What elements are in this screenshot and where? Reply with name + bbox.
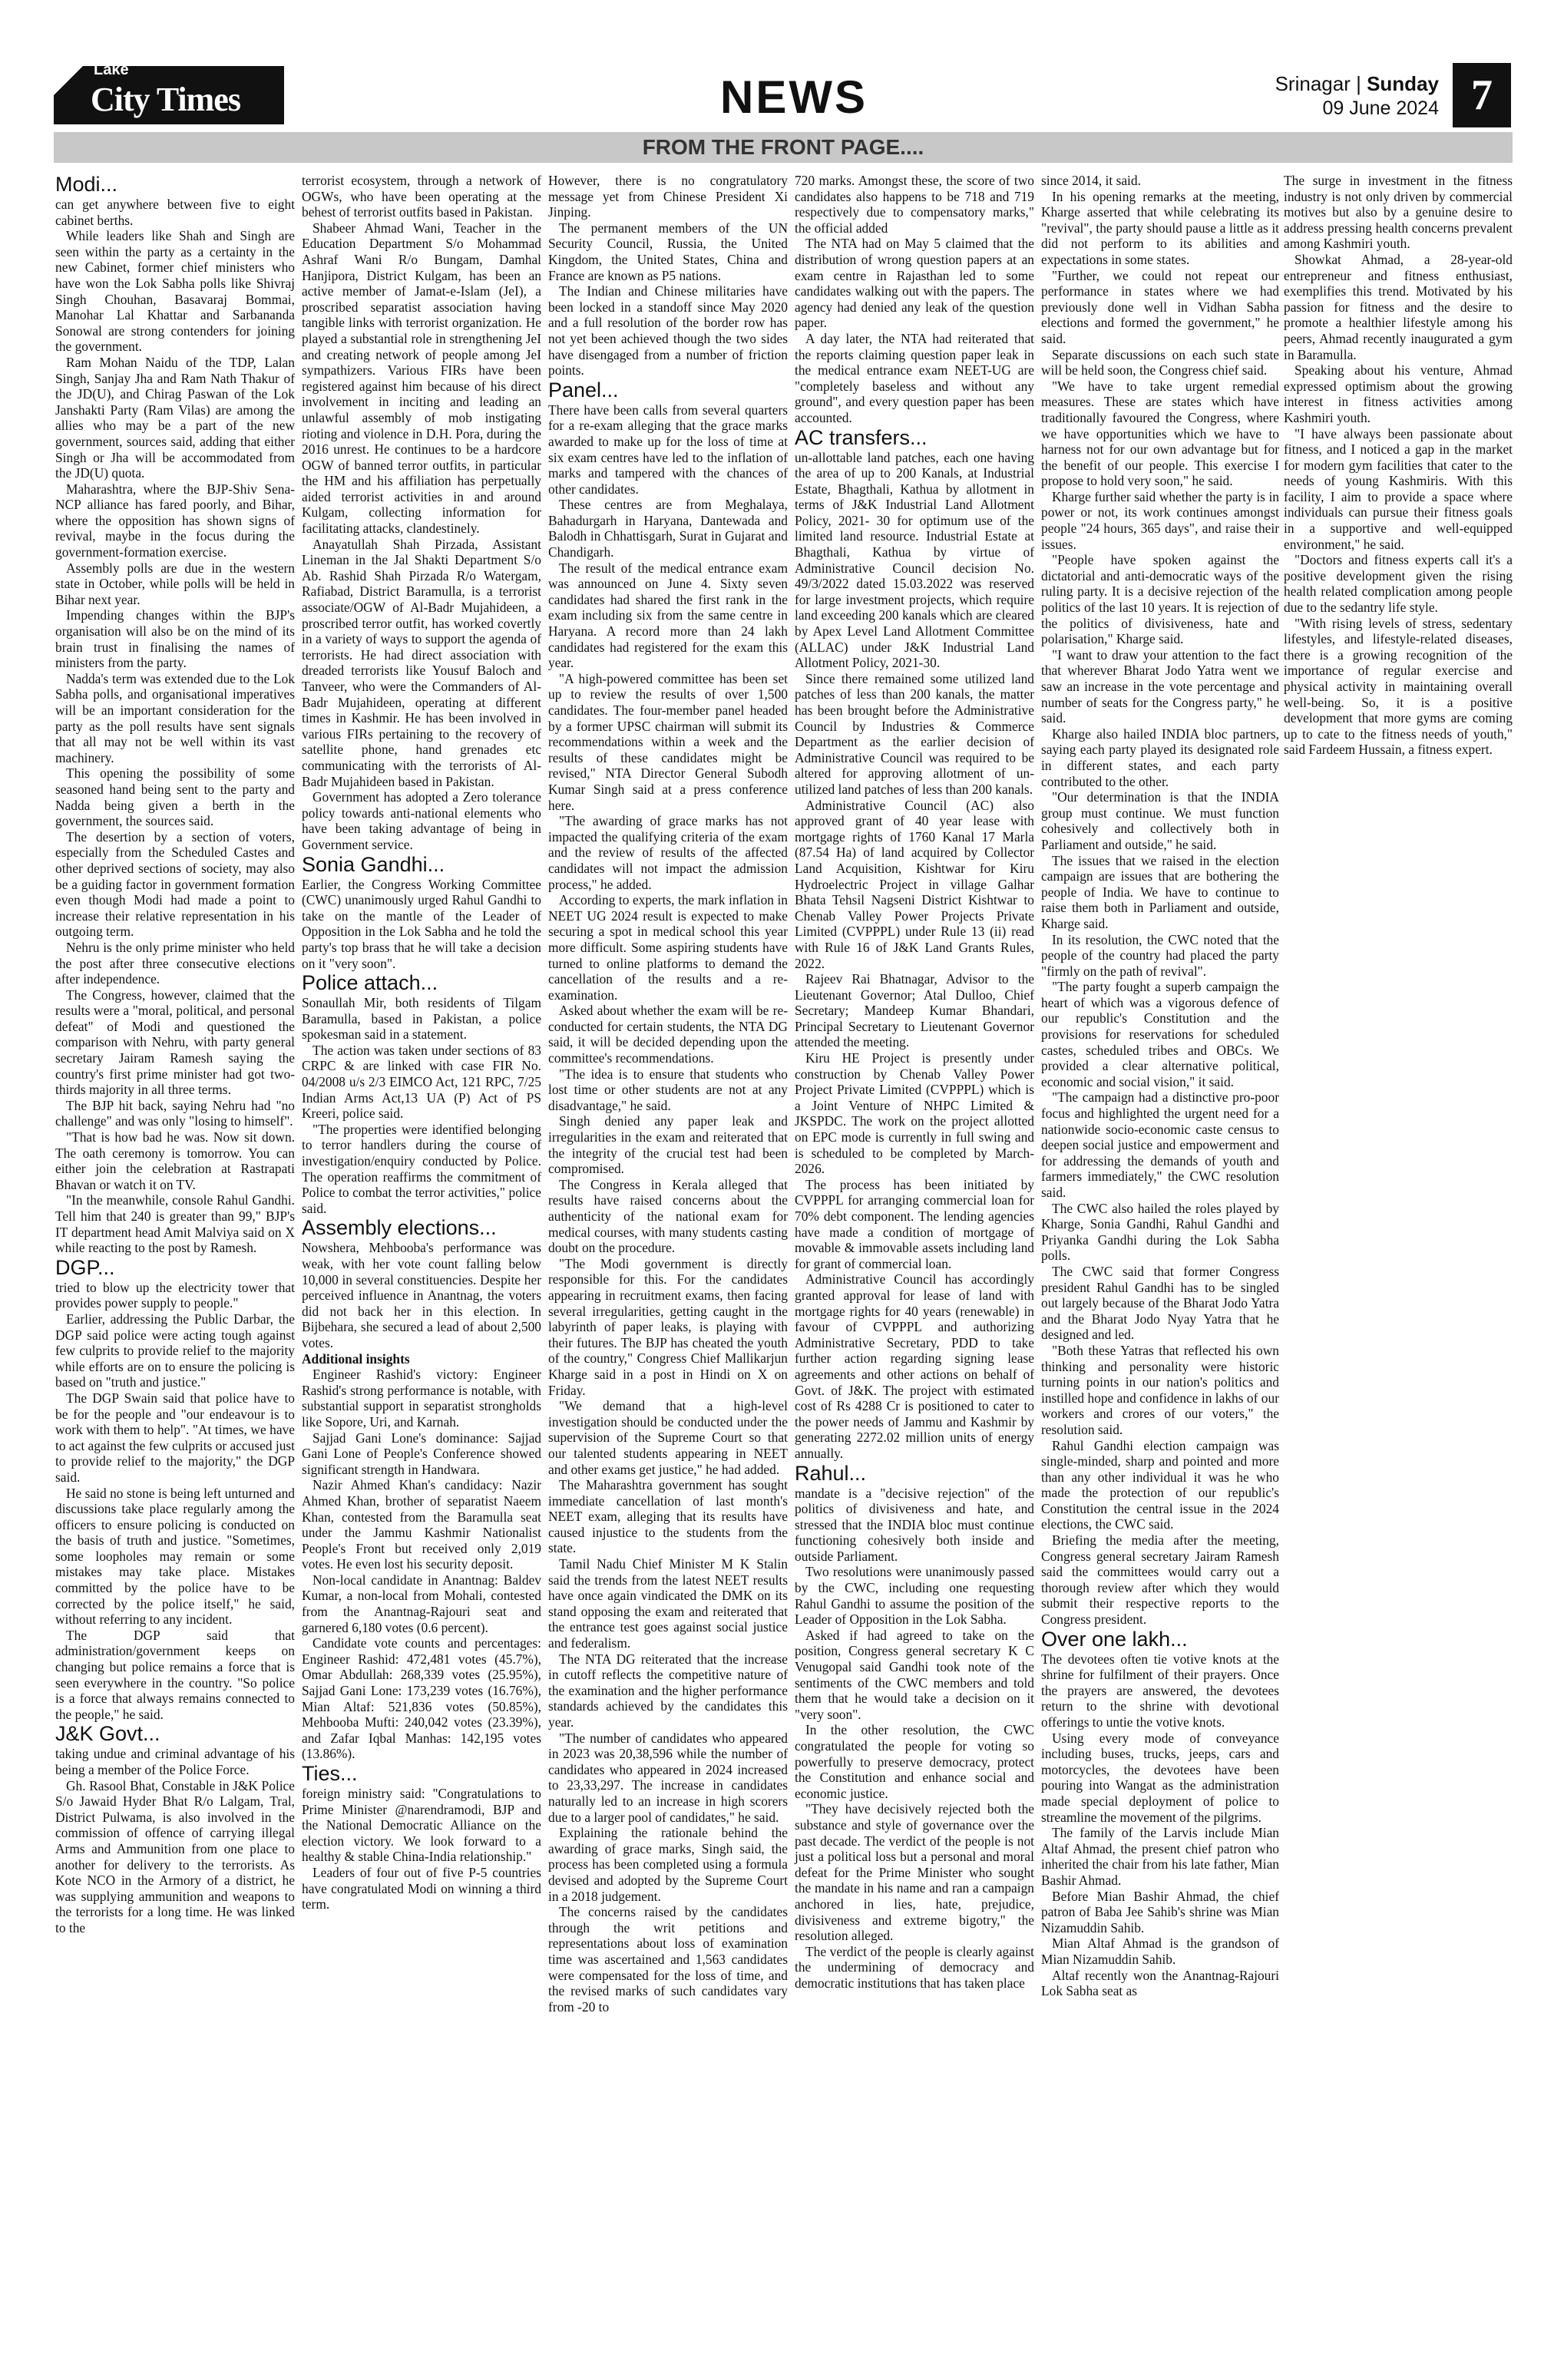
- heading-ac-transfers: AC transfers...: [795, 425, 927, 449]
- paragraph: "With rising levels of stress, sedentary lifestyles, and lifestyle-related diseases, there is a growing recognition of the importance of regular exercise and physical activity in maintaining overall well-being. So, it is a positive development that more gyms are coming up to cate to the fitness needs of youth," said Fardeem Hussain, a fitness expert.: [1284, 615, 1513, 758]
- paragraph: "They have decisively rejected both the substance and style of governance over the past decade. The verdict of the people is not just a political loss but a personal and moral defeat for the Prime Minister who sought the mandate in his name and ran a campaign anchored in lies, hate, prejudice, divisiveness and extreme bigotry," the resolution alleged.: [795, 1801, 1034, 1944]
- paragraph: "The party fought a superb campaign the heart of which was a vigorous defence of our republic's Constitution and the provisions for reservations for scheduled castes, scheduled tribes and OBCs. We provided a clear alternative political, economic and social vision," it said.: [1041, 979, 1279, 1089]
- paragraph: "Further, we could not repeat our performance in states where we had previously done well in Vidhan Sabha elections and formed the government," he said.: [1041, 267, 1279, 346]
- paragraph: This opening the possibility of some seasoned hand being sent to the party and Nadda being given a berth in the government, the sources said.: [55, 765, 295, 829]
- paragraph: In the other resolution, the CWC congratulated the people for voting so powerfully to preserve democracy, protect the Constitution and enhance social and economic justice.: [795, 1722, 1034, 1801]
- logo-city-times: City Times: [91, 81, 240, 118]
- paragraph: "We have to take urgent remedial measures. These are states which have traditionally favoured the Congress, where we have opportunities which we have to harness not for our own advantage but for the benefit of our people. This exercise I propose to hold very soon," he said.: [1041, 378, 1279, 489]
- paragraph: Impending changes within the BJP's organisation will also be on the mind of its brain trust in finalising the names of ministers from the party.: [55, 607, 295, 671]
- paragraph: "We demand that a high-level investigation should be conducted under the supervision of the Supreme Court so that our talented students appearing in NEET and other exams get justice," he had added.: [548, 1398, 788, 1477]
- paragraph: Shabeer Ahmad Wani, Teacher in the Education Department S/o Mohammad Ashraf Wani R/o Bungam, Damhal Hanjipora, District Kulgam, has been an active member of Jamat-e-Islam (JeI), a proscribed separatist association having tangible links with terrorist organization. He played a substantial role in strengthening JeI and creating network of people among JeI sympathizers. Various FIRs have been registered against him because of his direct involvement in inciting and leading an unlawful assembly of mob instigating rioting and violence in D.H. Pora, during the 2016 unrest. He continues to be a hardcore OGW of banned terror outfits, in particular the HM and his affiliation has perpetually aided terrorist activities in and around Kulgam, collecting information for facilitating attacks, clandestinely.: [302, 220, 541, 537]
- paragraph: The process has been initiated by CVPPPL for arranging commercial loan for 70% debt component. The lending agencies have made a condition of mortgage of movable & immovable assets including land for grant of commercial loan.: [795, 1176, 1034, 1271]
- paragraph: 720 marks. Amongst these, the score of two candidates also happens to be 718 and 719 respectively due to compensatory marks," the official added: [795, 173, 1034, 236]
- paragraph: Anayatullah Shah Pirzada, Assistant Lineman in the Jal Shakti Department S/o Ab. Rashid Shah Pirzada R/o Watergam, Rafiabad, District Baramulla, is a terrorist associate/OGW of Al-Badr Mujahideen, a proscribed terror outfit, has worked covertly in a variety of ways to support the agenda of terrorists. He had direct association with dreaded terrorists like Yousuf Baloch and Tanveer, who were the Commanders of Al-Badr Mujahideen, operating at different times in Kashmir. He has been involved in various FIRs pertaining to the recovery of satellite phone, hand grenades etc communicating with the terrorists of Al-Badr Mujahideen based in Pakistan.: [302, 536, 541, 789]
- paragraph: Using every mode of conveyance including buses, trucks, jeeps, cars and motorcycles, the devotees have been pouring into Wangat as the administration made special deployment of police to streamline the movement of the pilgrims.: [1041, 1730, 1279, 1825]
- paragraph: The desertion by a section of voters, especially from the Scheduled Castes and other deprived sections of society, may also be a guiding factor in government formation even though Modi had made a point to increase their relative representation in his outgoing term.: [55, 828, 295, 940]
- logo-corner-icon: [54, 66, 83, 95]
- paragraph: The NTA DG reiterated that the increase in cutoff reflects the competitive nature of the examination and the higher performance standards achieved by the candidates this year.: [548, 1651, 788, 1730]
- paragraph: foreign ministry said: "Congratulations to Prime Minister @narendramodi, BJP and the National Democratic Alliance on the election victory. We look forward to a healthy & stable China-India relationship.": [302, 1786, 541, 1865]
- paragraph: Nowshera, Mehbooba's performance was weak, with her vote count falling below 10,000 in several constituencies. Despite her perceived influence in Anantnag, the voters did not back her in this election. In Bijbehara, she secured a lead of about 2,500 votes.: [302, 1240, 541, 1350]
- paragraph: can get anywhere between five to eight cabinet berths.: [55, 197, 295, 228]
- page-number: 7: [1453, 63, 1511, 127]
- paragraph: Since there remained some utilized land patches of less than 200 kanals, the matter has been brought before the Administrative Council by Industries & Commerce Department as the earlier decision of Administrative Council was required to be altered for approving allotment of un-utilized land patches of less than 200 kanals.: [795, 670, 1034, 797]
- paragraph: Singh denied any paper leak and irregularities in the exam and reiterated that the integrity of the crucial test had been compromised.: [548, 1113, 788, 1177]
- paragraph: Assembly polls are due in the western state in October, while polls will be held in Bihar next year.: [55, 560, 295, 607]
- paragraph: Briefing the media after the meeting, Congress general secretary Jairam Ramesh said the committees would carry out a thorough review after which they would submit their respective reports to the Congress president.: [1041, 1532, 1279, 1628]
- paragraph: "Both these Yatras that reflected his own thinking and personality were historic turning points in our nation's politics and instilled hope and confidence in lakhs of our workers and crores of our voters," the resolution said.: [1041, 1342, 1279, 1437]
- paragraph: In its resolution, the CWC noted that the people of the country had placed the party "firmly on the path of revival".: [1041, 931, 1279, 979]
- column-1: [55, 173, 295, 1936]
- paragraph: The CWC said that former Congress president Rahul Gandhi has to be singled out largely because of the Bharat Jodo Yatra and the Bharat Jodo Nyay Yatra that he designed and led.: [1041, 1263, 1279, 1343]
- paragraph: Speaking about his venture, Ahmad expressed optimism about the growing interest in fitness activities among Kashmiri youth.: [1284, 362, 1513, 425]
- paragraph: The DGP Swain said that police have to be for the people and "our endeavour is to work with them to help". "At times, we have to act against the few culprits or accused just to provide relief to the majority," the DGP said.: [55, 1390, 295, 1485]
- column-4: [795, 173, 1034, 1992]
- paragraph: There have been calls from several quarters for a re-exam alleging that the grace marks awarded to make up for the loss of time at six exam centres have led to the inflation of marks and tampered with the chances of other candidates.: [548, 402, 788, 497]
- paragraph: Rahul Gandhi election campaign was single-minded, sharp and pointed and more than any other individual it was he who made the protection of our republic's Constitution the central issue in the 2024 elections, the CWC said.: [1041, 1437, 1279, 1532]
- paragraph: The NTA had on May 5 claimed that the distribution of wrong question papers at an exam centre in Rajasthan led to some candidates walking out with the papers. The agency had denied any leak of the question paper.: [795, 236, 1034, 331]
- paragraph: Asked about whether the exam will be re-conducted for certain students, the NTA DG said, it will be decided depending upon the committee's recommendations.: [548, 1003, 788, 1066]
- paragraph: Non-local candidate in Anantnag: Baldev Kumar, a non-local from Mohali, contested from the Anantnag-Rajouri seat and garnered 6,180 votes (0.6 percent).: [302, 1572, 541, 1635]
- paragraph: Sajjad Gani Lone's dominance: Sajjad Gani Lone of People's Conference showed significant strength in Handwara.: [302, 1430, 541, 1477]
- subheading: Additional insights: [302, 1350, 410, 1367]
- paragraph: Earlier, addressing the Public Darbar, the DGP said police were acting tough against few culprits to provide relief to the majority while efforts are on to ensure the policing is based on "truth and justice.": [55, 1311, 295, 1390]
- paragraph: Government has adopted a Zero tolerance policy towards anti-national elements who have been taking advantage of being in Government service.: [302, 789, 541, 852]
- paragraph: Maharashtra, where the BJP-Shiv Sena-NCP alliance has fared poorly, and Bihar, where the opposition has shown signs of revival, maybe in the focus during the government-formation exercise.: [55, 481, 295, 560]
- paragraph: The CWC also hailed the roles played by Kharge, Sonia Gandhi, Rahul Gandhi and Priyanka Gandhi during the Lok Sabha polls.: [1041, 1200, 1279, 1264]
- heading-dgp: DGP...: [55, 1255, 115, 1279]
- paragraph: tried to blow up the electricity tower that provides power supply to people.": [55, 1279, 295, 1311]
- paragraph: Candidate vote counts and percentages: Engineer Rashid: 472,481 votes (45.7%), Omar Abdullah: 268,339 votes (25.95%), Sajjad Gani Lone: 173,239 votes (16.76%), Mian Altaf: 521,836 votes (50.85%), Mehbooba Mufti: 240,042 votes (23.39%), and Zafar Iqbal Manhas: 142,195 votes (13.86%).: [302, 1635, 541, 1762]
- paragraph: Before Mian Bashir Ahmad, the chief patron of Baba Jee Sahib's shrine was Mian Nizamuddin Sahib.: [1041, 1888, 1279, 1935]
- heading-over-one-lakh: Over one lakh...: [1041, 1627, 1188, 1651]
- dateline-city: Srinagar: [1275, 72, 1351, 95]
- paragraph: Nehru is the only prime minister who held the post after three consecutive elections after independence.: [55, 939, 295, 987]
- paragraph: The result of the medical entrance exam was announced on June 4. Sixty seven candidates had shared the first rank in the exam including six from the same centre in Haryana. A record more than 24 lakh candidates had registered for the exam this year.: [548, 560, 788, 671]
- paragraph: These centres are from Meghalaya, Bahadurgarh in Haryana, Dantewada and Balodh in Chhattisgarh, Surat in Gujarat and Chandigarh.: [548, 497, 788, 560]
- column-3: [548, 173, 788, 2015]
- paragraph: Rajeev Rai Bhatnagar, Advisor to the Lieutenant Governor; Atal Dulloo, Chief Secretary; Mandeep Kumar Bhandari, Principal Secretary to Lieutenant Governor attended the meeting.: [795, 971, 1034, 1050]
- paragraph: Ram Mohan Naidu of the TDP, Lalan Singh, Sanjay Jha and Ram Nath Thakur of the JD(U), and Chirag Paswan of the Lok Janshakti Party (Ram Vilas) are among the allies who may be a part of the new government, sources said, adding that either Singh or Jha will be accommodated from the JD(U) quota.: [55, 354, 295, 481]
- paragraph: Mian Altaf Ahmad is the grandson of Mian Nizamuddin Sahib.: [1041, 1935, 1279, 1967]
- paragraph: "Doctors and fitness experts call it's a positive development given the rising health related complication among people due to the sedantry life style.: [1284, 552, 1513, 616]
- paragraph: mandate is a "decisive rejection" of the politics of divisiveness and hate, and stressed that the INDIA bloc must continue functioning cohesively both inside and outside Parliament.: [795, 1485, 1034, 1564]
- paragraph: The family of the Larvis include Mian Altaf Ahmad, the present chief patron who inherited the chair from his late father, Mian Bashir Ahmad.: [1041, 1825, 1279, 1888]
- paragraph: Earlier, the Congress Working Committee (CWC) unanimously urged Rahul Gandhi to take on the mantle of the Leader of Opposition in the Lok Sabha and he told the party's top brass that he will take a decision on it "very soon".: [302, 876, 541, 971]
- heading-assembly-elections: Assembly elections...: [302, 1216, 497, 1240]
- section-title: NEWS: [720, 71, 868, 123]
- paragraph: The Congress, however, claimed that the results were a "moral, political, and personal defeat" of Modi and questioned the comparison with Nehru, with party general secretary Jairam Ramesh saying the country's first prime minister had got two-thirds majority in all three terms.: [55, 987, 295, 1098]
- paragraph: In his opening remarks at the meeting, Kharge asserted that while celebrating its "revival", the party should pause a little as it did not perform to its abilities and expectations in some states.: [1041, 188, 1279, 267]
- paragraph: However, there is no congratulatory message yet from Chinese President Xi Jinping.: [548, 173, 788, 220]
- paragraph: The issues that we raised in the election campaign are issues that are bothering the people of India. We have to continue to raise them both in Parliament and outside, Kharge said.: [1041, 852, 1279, 931]
- masthead: [54, 55, 1513, 131]
- heading-rahul: Rahul...: [795, 1461, 867, 1485]
- paragraph: The Maharashtra government has sought immediate cancellation of last month's NEET exam, alleging that its results have caused injustice to the students from the state.: [548, 1477, 788, 1556]
- column-2: [302, 173, 541, 1912]
- heading-modi: Modi...: [55, 173, 118, 196]
- paragraph: "The awarding of grace marks has not impacted the qualifying criteria of the exam and the review of results of the affected candidates will not impact the admission process," he added.: [548, 813, 788, 892]
- heading-police-attach: Police attach...: [302, 971, 438, 995]
- paragraph: According to experts, the mark inflation in NEET UG 2024 result is expected to make securing a spot in medical school this year more difficult. Some aspiring students have turned to online platforms to demand the cancellation of the results and a re-examination.: [548, 892, 788, 1003]
- heading-sonia-gandhi: Sonia Gandhi...: [302, 852, 445, 876]
- paragraph: "I want to draw your attention to the fact that wherever Bharat Jodo Yatra went we saw an increase in the vote percentage and number of seats for the Congress party," he said.: [1041, 646, 1279, 726]
- paragraph: The Indian and Chinese militaries have been locked in a standoff since May 2020 and a full resolution of the border row has not yet been achieved though the two sides have disengaged from a number of friction points.: [548, 283, 788, 378]
- paragraph: Altaf recently won the Anantnag-Rajouri Lok Sabha seat as: [1041, 1967, 1279, 1999]
- heading-panel: Panel...: [548, 378, 619, 402]
- paragraph: The concerns raised by the candidates through the writ petitions and representations about loss of examination time was ascertained and 1,563 candidates were compensated for the loss of time, and the revised marks of such candidates vary from -20 to: [548, 1904, 788, 2015]
- paragraph: The surge in investment in the fitness industry is not only driven by commercial motives but also by a genuine desire to address pressing health concerns prevalent among Kashmiri youth.: [1284, 173, 1513, 252]
- front-page-banner: FROM THE FRONT PAGE....: [54, 132, 1513, 163]
- logo: [54, 61, 284, 124]
- paragraph: "In the meanwhile, console Rahul Gandhi. Tell him that 240 is greater than 99," BJP's IT department head Amit Malviya said on X while reacting to the post by Ramesh.: [55, 1192, 295, 1256]
- paragraph: Kharge also hailed INDIA bloc partners, saying each party played its designated role in different states, and each party contributed to the other.: [1041, 726, 1279, 789]
- paragraph: Two resolutions were unanimously passed by the CWC, including one requesting Rahul Gandhi to assume the position of the Leader of Opposition in the Lok Sabha.: [795, 1564, 1034, 1628]
- paragraph: The Congress in Kerala alleged that results have raised concerns about the authenticity of the national exam for medical courses, with many students casting doubt on the procedure.: [548, 1176, 788, 1256]
- paragraph: Nadda's term was extended due to the Lok Sabha polls, and organisational imperatives will be an important consideration for the party as the poll results have sent signals that all may not be well within its vast machinery.: [55, 670, 295, 765]
- paragraph: Engineer Rashid's victory: Engineer Rashid's strong performance is notable, with substantial support in separatist strongholds like Sopore, Uri, and Karnah.: [302, 1367, 541, 1430]
- paragraph: The BJP hit back, saying Nehru had "no challenge" and was only "losing to himself".: [55, 1097, 295, 1129]
- paragraph: "The properties were identified belonging to terror handlers during the course of investigation/enquiry conducted by Police. The operation reaffirms the commitment of Police to combat the terror activities," police said.: [302, 1121, 541, 1216]
- paragraph: Leaders of four out of five P-5 countries have congratulated Modi on winning a third term.: [302, 1864, 541, 1912]
- paragraph: terrorist ecosystem, through a network of OGWs, who have been operating at the behest of terrorist outfits based in Pakistan.: [302, 173, 541, 220]
- paragraph: Nazir Ahmed Khan's candidacy: Nazir Ahmed Khan, brother of separatist Naeem Khan, contested from the Baramulla seat under the Jammu Kashmir Nationalist People's Front but received only 2,019 votes. He even lost his security deposit.: [302, 1477, 541, 1572]
- paragraph: The devotees often tie votive knots at the shrine for fulfilment of their prayers. Once the prayers are answered, the devotees return to the shrine with devotional offerings to untie the votive knots.: [1041, 1651, 1279, 1730]
- dateline-day: Sunday: [1367, 72, 1439, 95]
- paragraph: Kiru HE Project is presently under construction by Chenab Valley Power Project Private Limited (CVPPPL) which is a Joint Venture of NHPC Limited & JKSPDC. The work on the project allotted on EPC mode is currently in full swing and is scheduled to be completed by March-2026.: [795, 1050, 1034, 1177]
- paragraph: "That is how bad he was. Now sit down. The oath ceremony is tomorrow. You can either join the celebration at Rastrapati Bhavan or watch it on TV.: [55, 1129, 295, 1192]
- paragraph: Asked if had agreed to take on the position, Congress general secretary K C Venugopal said Gandhi took note of the sentiments of the CWC members and told them that he would take a decision on it "very soon".: [795, 1627, 1034, 1722]
- paragraph: Gh. Rasool Bhat, Constable in J&K Police S/o Jawaid Hyder Bhat R/o Lalgam, Tral, District Pulwama, is also involved in the commission of offence of carrying illegal Arms and Ammunition from one place to another for delivery to the terrorists. As Kote NCO in the Armory of a district, he was supplying ammunition and weapons to the terrorists for a long time. He was linked to the: [55, 1777, 295, 1935]
- paragraph: "I have always been passionate about fitness, and I noticed a gap in the market for modern gym facilities that cater to the needs of young Kashmiris. With this facility, I aim to provide a space where individuals can pursue their fitness goals in a supportive and well-equipped environment," he said.: [1284, 425, 1513, 552]
- paragraph: "The Modi government is directly responsible for this. For the candidates appearing in recruitment exams, then facing several irregularities, getting caught in the labyrinth of paper leaks, is playing with their futures. The BJP has cheated the youth of the country," Congress Chief Mallikarjun Kharge said in a post in Hindi on X on Friday.: [548, 1255, 788, 1398]
- paragraph: un-allottable land patches, each one having the area of up to 200 Kanals, at Industrial Estate, Bhagthali, Kathua by allotment in terms of J&K Industrial Land Allotment Policy, 2021- 30 for optimum use of the limited land resource. Industrial Estate at Bhagthali, Kathua by virtue of Administrative Council decision No. 49/3/2022 dated 15.03.2022 was reserved for large investment projects, which require land exceeding 200 kanals which are cleared by Apex Level Land Allotment Committee (ALLAC) under J&K Industrial Land Allotment Policy, 2021-30.: [795, 449, 1034, 671]
- column-6: [1284, 173, 1513, 758]
- paragraph: The permanent members of the UN Security Council, Russia, the United Kingdom, the United States, China and France are known as P5 nations.: [548, 220, 788, 283]
- paragraph: Administrative Council (AC) also approved grant of 40 year lease with mortgage rights of 1760 Kanal 17 Marla (87.54 Ha) of land acquired by Collector Land Acquisition, Kishtwar for Kiru Hydroelectric Project in village Galhar Bhata Tehsil Nagseni District Kishtwar to Chenab Valley Power Projects Private Limited (CVPPPL) under Rule 13 (ii) read with Rule 16 of J&K Land Grants Rules, 2022.: [795, 797, 1034, 971]
- paragraph: Administrative Council has accordingly granted approval for lease of land with mortgage rights for 40 years (renewable) in favour of CVPPPL and authorizing Administrative Secretary, PDD to take further action regarding signing lease agreements and other actions on behalf of Govt. of J&K. The project with estimated cost of Rs 4288 Cr is positioned to cater to the power needs of Jammu and Kashmir by generating 2272.02 million units of energy annually.: [795, 1271, 1034, 1461]
- paragraph: A day later, the NTA had reiterated that the reports claiming question paper leak in the medical entrance exam NEET-UG are "completely baseless and without any ground", and every question paper has been accounted.: [795, 330, 1034, 425]
- paragraph: Showkat Ahmad, a 28-year-old entrepreneur and fitness enthusiast, exemplifies this trend. Motivated by his passion for fitness and the desire to promote a healthier lifestyle among his peers, Ahmad recently inaugurated a gym in Baramulla.: [1284, 251, 1513, 362]
- paragraph: "The idea is to ensure that students who lost time or other students are not at any disadvantage," he said.: [548, 1066, 788, 1113]
- heading-jk-govt: J&K Govt...: [55, 1722, 160, 1746]
- paragraph: since 2014, it said.: [1041, 173, 1141, 188]
- paragraph: "A high-powered committee has been set up to review the results of over 1,500 candidates. The four-member panel headed by a former UPSC chairman will submit its recommendations within a week and the results of these candidates might be revised," NTA Director General Subodh Kumar Singh said at a press conference here.: [548, 670, 788, 813]
- paragraph: He said no stone is being left unturned and discussions take place regularly among the officers to ensure policing is conducted on the basis of truth and justice. "Sometimes, some loopholes may remain or some mistakes may take place. Mistakes committed by the police have to be corrected by the police itself," he said, without referring to any incident.: [55, 1485, 295, 1628]
- paragraph: The verdict of the people is clearly against the undermining of democracy and democratic institutions that has taken place: [795, 1943, 1034, 1991]
- paragraph: Kharge further said whether the party is in power or not, its work continues amongst people "24 hours, 365 days", and raise their issues.: [1041, 488, 1279, 552]
- paragraph: taking undue and criminal advantage of his being a member of the Police Force.: [55, 1746, 295, 1777]
- paragraph: Separate discussions on each such state will be held soon, the Congress chief said.: [1041, 346, 1279, 378]
- logo-lake: Lake: [94, 61, 129, 78]
- paragraph: Tamil Nadu Chief Minister M K Stalin said the trends from the latest NEET results have once again vindicated the DMK on its stand opposing the exam and reiterated that the entrance test goes against social justice and federalism.: [548, 1556, 788, 1651]
- column-5: [1041, 173, 1279, 1999]
- paragraph: While leaders like Shah and Singh are seen within the party as a certainty in the new Cabinet, former chief ministers who have won the Lok Sabha polls like Shivraj Singh Chouhan, Basavaraj Bommai, Manohar Lal Khattar and Sarbananda Sonowal are strong contenders for joining the government.: [55, 228, 295, 355]
- paragraph: Explaining the rationale behind the awarding of grace marks, Singh said, the process has been completed using a formula devised and adopted by the Supreme Court in a 2018 judgement.: [548, 1825, 788, 1904]
- paragraph: "The campaign had a distinctive pro-poor focus and highlighted the urgent need for a nationwide socio-economic caste census to deepen social justice and empowerment and for addressing the demands of youth and farmers immediately," the CWC resolution said.: [1041, 1089, 1279, 1200]
- dateline-date: 09 June 2024: [1322, 98, 1439, 119]
- paragraph: The action was taken under sections of 83 CRPC & are linked with case FIR No. 04/2008 u/s 2/3 EIMCO Act, 121 RPC, 7/25 Indian Arms Act,13 UA (P) Act of PS Kreeri, police said.: [302, 1042, 541, 1122]
- dateline: Srinagar | Sunday 09 June 2024: [1212, 72, 1439, 120]
- paragraph: "The number of candidates who appeared in 2023 was 20,38,596 while the number of candidates who appeared in 2024 increased to 23,33,297. The increase in candidates naturally led to an increase in high scorers due to a larger pool of candidates," he said.: [548, 1730, 788, 1825]
- heading-ties: Ties...: [302, 1762, 358, 1785]
- paragraph: Sonaullah Mir, both residents of Tilgam Baramulla, based in Pakistan, a police spokesman said in a statement.: [302, 995, 541, 1043]
- paragraph: "People have spoken against the dictatorial and anti-democratic ways of the ruling party. It is a decisive rejection of the politics of the last 10 years. It is rejection of the politics of divisiveness, hate and polarisation," Kharge said.: [1041, 552, 1279, 647]
- paragraph: "Our determination is that the INDIA group must continue. We must function cohesively and collectively both in Parliament and outside," he said.: [1041, 789, 1279, 852]
- paragraph: The DGP said that administration/government keeps on changing but police remains a force that is seen everywhere in the country. "So police is a force that always remains connected to the people," he said.: [55, 1627, 295, 1722]
